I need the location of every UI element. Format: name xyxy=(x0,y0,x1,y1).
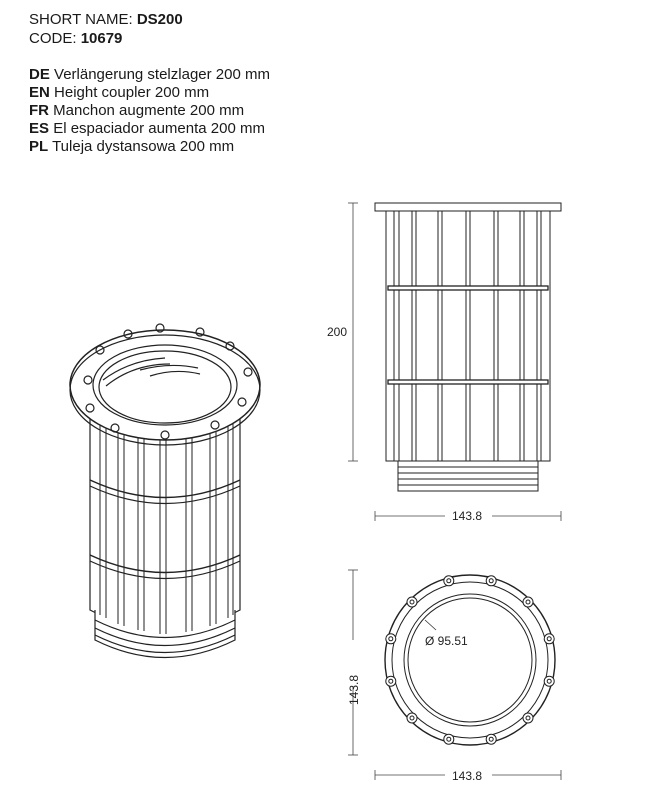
code-value: 10679 xyxy=(80,30,123,47)
bolt-lug xyxy=(386,676,396,686)
width-side-dim-label: 143.8 xyxy=(452,509,483,523)
lang-code: FR xyxy=(29,102,49,119)
bolt-lug xyxy=(407,597,417,607)
side-band-1 xyxy=(388,286,548,290)
bolt-lug xyxy=(523,597,533,607)
bolt-lug xyxy=(544,676,554,686)
lang-code: ES xyxy=(29,120,50,137)
lang-code: PL xyxy=(29,138,49,155)
side-flange xyxy=(375,203,561,211)
side-view xyxy=(348,203,561,521)
iso-thread xyxy=(95,610,235,658)
top-view xyxy=(348,570,561,780)
bolt-lug xyxy=(486,734,496,744)
lang-code: EN xyxy=(29,84,50,101)
top-height-dim-label: 143.8 xyxy=(347,674,361,706)
inner-diameter-label: Ø 95.51 xyxy=(425,634,468,648)
side-band-2 xyxy=(388,380,548,384)
iso-body xyxy=(90,410,240,630)
description-text: Height coupler 200 mm xyxy=(54,84,210,101)
bolt-lug xyxy=(407,713,417,723)
description-text: Tuleja dystansowa 200 mm xyxy=(52,138,235,155)
bolt-lug xyxy=(486,576,496,586)
short-name-value: DS200 xyxy=(136,11,183,28)
bolt-lug xyxy=(444,576,454,586)
bolt-lug xyxy=(544,634,554,644)
description-text: Verlängerung stelzlager 200 mm xyxy=(54,66,270,83)
short-name-label: SHORT NAME: xyxy=(29,11,133,28)
isometric-view xyxy=(70,324,260,658)
description-text: El espaciador aumenta 200 mm xyxy=(53,120,265,137)
side-body xyxy=(386,211,550,461)
height-dim-label: 200 xyxy=(327,325,348,339)
top-width-dim-label: 143.8 xyxy=(452,769,483,783)
bolt-lug xyxy=(386,634,396,644)
code-label: CODE: xyxy=(29,30,77,47)
description-text: Manchon augmente 200 mm xyxy=(53,102,245,119)
side-thread xyxy=(398,461,538,491)
bolt-lug xyxy=(523,713,533,723)
lang-code: DE xyxy=(29,66,50,83)
bolt-lug xyxy=(444,734,454,744)
